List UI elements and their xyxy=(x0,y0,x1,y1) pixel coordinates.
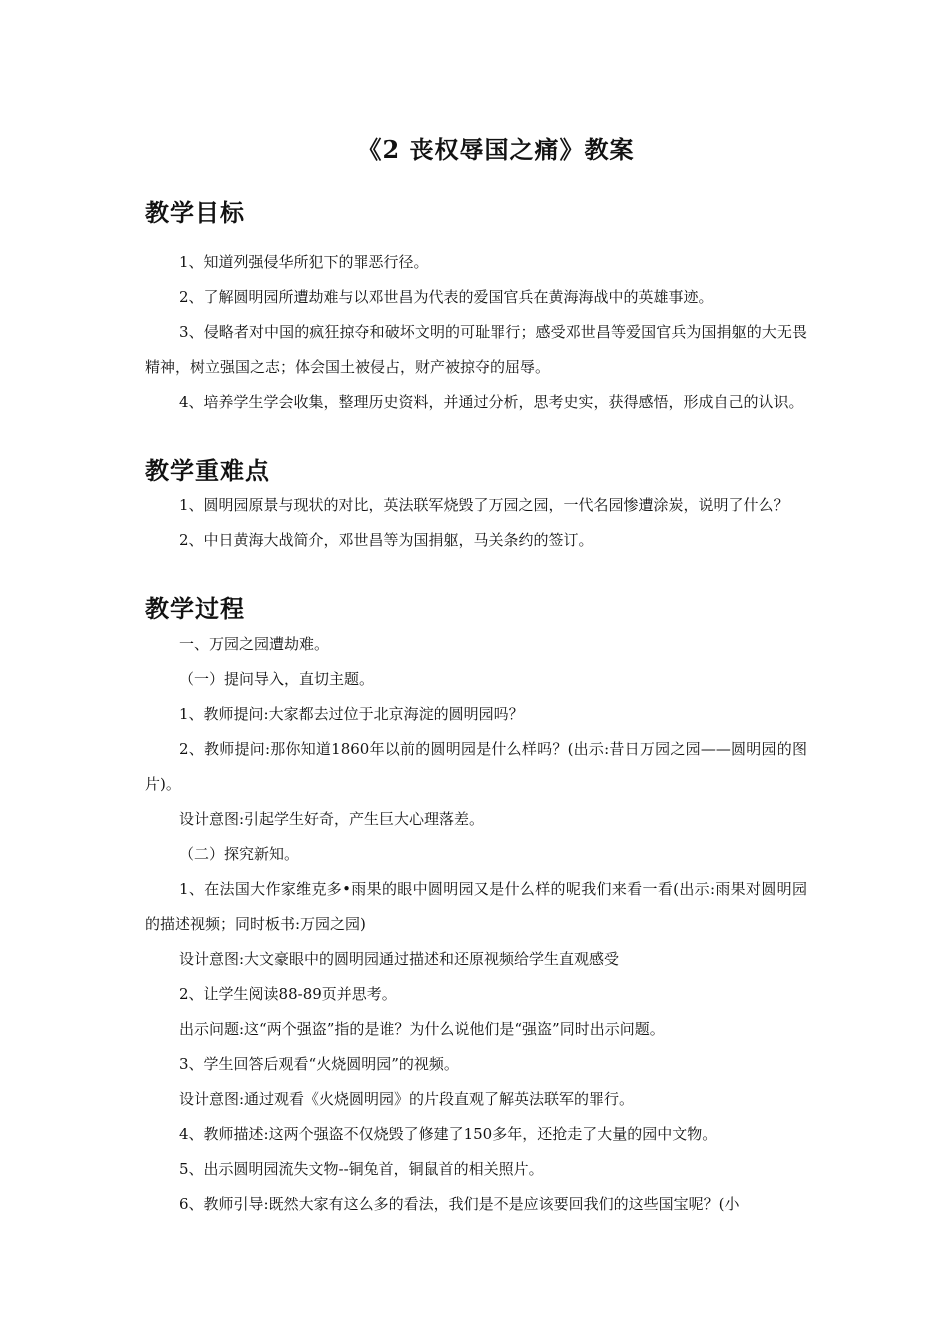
section-heading-process: 教学过程 xyxy=(145,594,245,623)
paragraph: 2、让学生阅读88-89页并思考。 xyxy=(179,985,397,1003)
paragraph: 2、了解圆明园所遭劫难与以邓世昌为代表的爱国官兵在黄海海战中的英雄事迹。 xyxy=(179,288,714,306)
paragraph: 1、教师提问:大家都去过位于北京海淀的圆明园吗？ xyxy=(179,705,524,723)
paragraph: 2、教师提问:那你知道1860年以前的圆明园是什么样吗？(出示:昔日万园之园——圆明园的图片)。 xyxy=(145,740,807,793)
section-heading-keypoints: 教学重难点 xyxy=(145,456,270,485)
paragraph: 1、在法国大作家维克多•雨果的眼中圆明园又是什么样的呢我们来看一看(出示:雨果对圆明园的描述视频；同时板书:万园之园) xyxy=(145,880,807,933)
paragraph: 4、教师描述:这两个强盗不仅烧毁了修建了150多年，还抢走了大量的园中文物。 xyxy=(179,1125,718,1143)
paragraph: 3、学生回答后观看“火烧圆明园”的视频。 xyxy=(179,1055,459,1073)
paragraph: 设计意图:引起学生好奇，产生巨大心理落差。 xyxy=(179,810,485,828)
paragraph: 6、教师引导:既然大家有这么多的看法，我们是不是应该要回我们的这些国宝呢？(小 xyxy=(179,1195,740,1213)
paragraph: （二）探究新知。 xyxy=(179,845,300,863)
paragraph: 设计意图:大文豪眼中的圆明园通过描述和还原视频给学生直观感受 xyxy=(179,950,620,968)
paragraph: 2、中日黄海大战简介，邓世昌等为国捐躯，马关条约的签订。 xyxy=(179,531,594,549)
paragraph: （一）提问导入，直切主题。 xyxy=(179,670,375,688)
paragraph: 设计意图:通过观看《火烧圆明园》的片段直观了解英法联军的罪行。 xyxy=(179,1090,635,1108)
section-body-process xyxy=(145,627,807,1222)
paragraph: 1、知道列强侵华所犯下的罪恶行径。 xyxy=(179,253,429,271)
paragraph: 5、出示圆明园流失文物--铜兔首，铜鼠首的相关照片。 xyxy=(179,1160,544,1178)
paragraph: 3、侵略者对中国的疯狂掠夺和破坏文明的可耻罪行；感受邓世昌等爱国官兵为国捐躯的大无畏精神，树立强国之志；体会国土被侵占，财产被掠夺的屈辱。 xyxy=(145,323,807,376)
paragraph: 4、培养学生学会收集，整理历史资料，并通过分析，思考史实，获得感悟，形成自己的认识。 xyxy=(179,393,804,411)
paragraph: 出示问题:这“两个强盗”指的是谁？为什么说他们是“强盗”同时出示问题。 xyxy=(179,1020,665,1038)
section-body-keypoints xyxy=(145,488,807,558)
paragraph: 一、万园之园遭劫难。 xyxy=(179,635,330,653)
section-body-objectives xyxy=(145,245,807,420)
section-heading-objectives: 教学目标 xyxy=(145,198,245,227)
document-title: 《2 丧权辱国之痛》教案 xyxy=(357,135,635,164)
paragraph: 1、圆明园原景与现状的对比，英法联军烧毁了万园之园，一代名园惨遭涂炭，说明了什么？ xyxy=(179,496,789,514)
